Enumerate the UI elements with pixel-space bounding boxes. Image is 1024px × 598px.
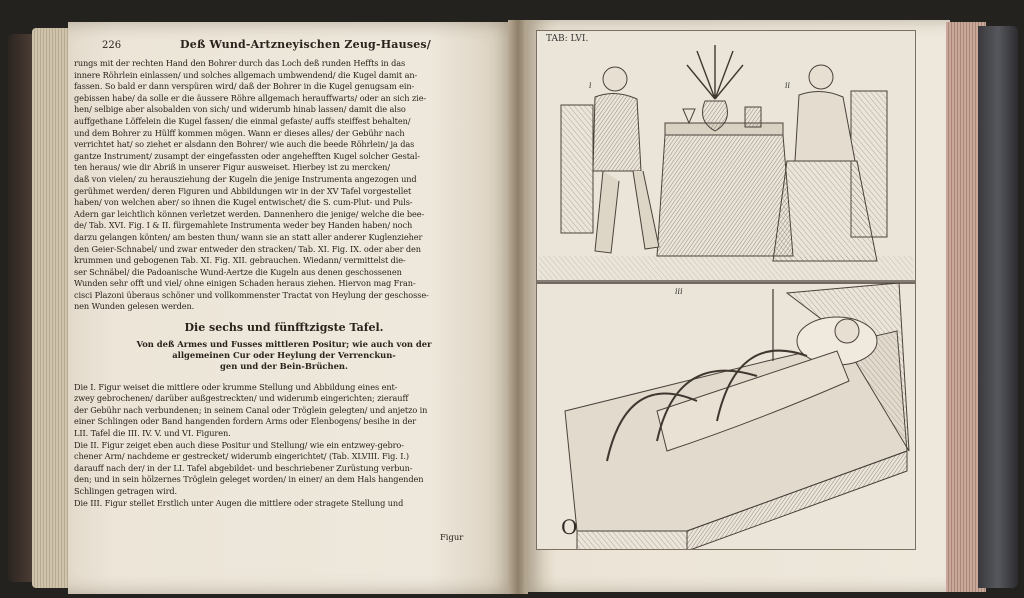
text-line: hen/ selbige aber alsobalden von sich/ und widerumb hinab lassen/ damit die also — [74, 104, 406, 115]
plate-mark: O — [561, 515, 578, 539]
text-line: Die I. Figur weiset die mittlere oder krumme Stellung und Abbildung eines ent- — [74, 381, 398, 392]
text-line: allgemeinen Cur oder Heylung der Verrenckun- — [172, 350, 396, 361]
text-line: Wunden sehr offt und viel/ ohne einigen Schaden heraus ziehen. Hiervon mag Fran- — [74, 278, 416, 289]
book-cover-right — [978, 26, 1018, 588]
section-title: Die sechs und fünfftzigste Tafel. — [184, 321, 384, 335]
text-line: ser Schnäbel/ die Padoanische Wund-Aertze die Kugeln aus denen geschossenen — [74, 266, 402, 277]
figure-label-i: i — [589, 81, 592, 90]
left-page-text — [74, 38, 494, 509]
text-line: Die II. Figur zeiget eben auch diese Positur und Stellung/ wie ein entzwey-gebro- — [74, 439, 404, 450]
text-line: verrichtet hat/ so ziehet er alsdann den Bohrer/ wie auch die beede Röhrlein/ ja das — [74, 139, 415, 150]
text-line: Adern gar leichtlich können verletzet werden. Dannenhero die jenige/ welche die bee- — [74, 208, 425, 219]
figure-label-iii: iii — [675, 287, 683, 296]
text-line: LII. Tafel die III. IV. V. und VI. Figuren. — [74, 428, 231, 439]
text-line: gantze Instrument/ zusampt der eingefassten oder angehefften Kugel solcher Gestal- — [74, 150, 420, 161]
section-subtitle — [74, 339, 494, 373]
text-line: innere Röhrlein einlassen/ und solches allgemach umbwendend/ die Kugel damit an- — [74, 69, 418, 80]
text-line: chener Arm/ nachdeme er gestrecket/ widerumb eingerichtet/ (Tab. XLVIII. Fig. I.) — [74, 451, 409, 462]
text-line: krummen und gebogenen Tab. XI. Fig. XII. gebrauchen. Wiedann/ vermittelst die- — [74, 255, 406, 266]
text-line: der Gebühr nach verbundenen; in seinem Canal oder Tröglein gelegten/ und anjetzo in — [74, 404, 428, 415]
text-line: darzu gelangen könten/ am besten thun/ wann sie an statt aller anderer Kuglenzieher — [74, 231, 423, 242]
text-line: auffgethane Löffelein die Kugel fassen/ die einmal gefaste/ auffs steiffest behalten/ — [74, 115, 411, 126]
text-line: einer Schlingen oder Band hangenden fordern Arms oder Elenbogens/ besihe in der — [74, 416, 417, 427]
plate-label: TAB: LVI. — [546, 34, 589, 44]
text-line: gen und der Bein-Brüchen. — [220, 361, 348, 372]
text-line: gerühmet werden/ deren Figuren und Abbildungen wir in der XV Tafel vorgestellet — [74, 185, 412, 196]
page-header — [74, 38, 494, 54]
text-line: den; und in sein hölzernes Tröglein geleget worden/ in einer/ an dem Hals hangenden — [74, 474, 424, 485]
text-line: Schlingen getragen wird. — [74, 486, 178, 497]
running-head: Deß Wund-Artzneyischen Zeug-Hauses/ — [180, 38, 432, 51]
text-line: gebissen habe/ da solle er die äussere Röhre allgemach herauffwarts/ oder an sich zie- — [74, 92, 427, 103]
text-line: nen Wunden gelesen werden. — [74, 301, 195, 312]
text-line: fassen. So bald er dann verspüren wird/ daß der Bohrer in die Kugel genugsam ein- — [74, 81, 415, 92]
text-line: haben/ von welchen aber/ so ihnen die Kugel entwischet/ die S. cum-Plut- und Puls- — [74, 197, 413, 208]
plate-illustration — [537, 31, 915, 549]
text-line: Die III. Figur stellet Erstlich unter Augen die mittlere oder stragete Stellung und — [74, 497, 404, 508]
text-line: de/ Tab. XVI. Fig. I & II. fürgemahlete Instrumenta weder bey Handen haben/ noch — [74, 220, 413, 231]
text-line: cisci Plazoni überaus schöner und vollkommenster Tractat von Heylung der geschosse- — [74, 289, 429, 300]
engraved-plate — [536, 30, 916, 550]
text-line: daß von vielen/ zu herausziehung der Kugeln die jenige Instrumenta angezogen und — [74, 173, 417, 184]
text-line: den Geier-Schnabel/ und zwar entweder den stracken/ Tab. XI. Fig. IX. oder aber den — [74, 243, 421, 254]
figure-label-ii: ii — [785, 81, 791, 90]
catchword: Figur — [440, 532, 464, 542]
text-line: ten heraus/ wie dir Abriß in unserer Figur ausweiset. Hierbey ist zu mercken/ — [74, 162, 391, 173]
text-line: Von deß Armes und Fusses mittleren Positur; wie auch von der — [136, 339, 432, 350]
body-text-2 — [74, 382, 494, 510]
text-line: und dem Bohrer zu Hülff kommen mögen. Wann er dieses alles/ der Gebühr nach — [74, 127, 405, 138]
text-line: darauff nach der/ in der LI. Tafel abgebildet- und beschriebener Zurüstung verbun- — [74, 462, 413, 473]
text-line: rungs mit der rechten Hand den Bohrer durch das Loch deß runden Heffts in das — [74, 58, 406, 68]
page-number: 226 — [102, 40, 122, 51]
body-text — [74, 58, 494, 313]
text-line: zwey gebrochenen/ darüber außgestreckten/ und widerumb eingerichten; zierauff — [74, 393, 409, 404]
